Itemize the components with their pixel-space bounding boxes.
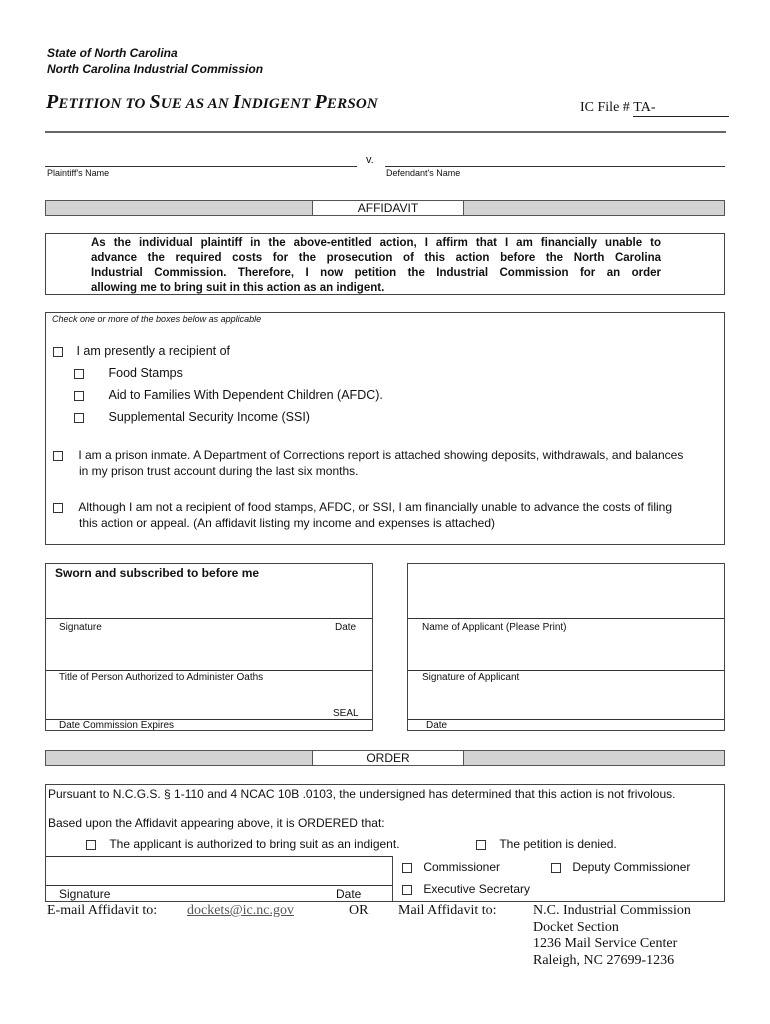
address-line: Docket Section xyxy=(533,919,619,935)
ic-file-label: IC File # xyxy=(580,100,630,115)
mail-address xyxy=(533,903,691,969)
recipient-option xyxy=(53,344,230,358)
defendant-name-input[interactable] xyxy=(385,166,725,167)
commissioner-checkbox[interactable] xyxy=(402,863,412,873)
order-signature-input[interactable] xyxy=(46,885,392,886)
denied-checkbox[interactable] xyxy=(476,840,486,850)
inmate-checkbox[interactable] xyxy=(53,451,63,461)
sworn-heading: Sworn and subscribed to before me xyxy=(55,566,260,580)
versus-text: v. xyxy=(366,154,374,166)
statement-line: As the individual plaintiff in the above-entitled action, I affirm that I am financially unable to xyxy=(91,237,661,249)
notary-signature-label: Signature xyxy=(59,622,102,633)
unable-label-line1: Although I am not a recipient of food stamps, AFDC, or SSI, I am financially unable to advance the costs of filing xyxy=(78,500,672,514)
ssi-checkbox[interactable] xyxy=(74,413,84,423)
affidavit-heading: AFFIDAVIT xyxy=(312,201,464,215)
inmate-option xyxy=(53,447,683,479)
exec-sec-label: Executive Secretary xyxy=(423,882,531,896)
recipient-checkbox[interactable] xyxy=(53,347,63,357)
notary-signature-input[interactable] xyxy=(46,618,372,619)
statement-line: Industrial Commission. Therefore, I now petition the Industrial Commission for an order xyxy=(91,267,661,279)
affidavit-statement-box xyxy=(45,233,725,295)
afdc-checkbox[interactable] xyxy=(74,391,84,401)
exec-sec-checkbox[interactable] xyxy=(402,885,412,895)
inmate-label-line2: in my prison trust account during the last six months. xyxy=(79,464,359,478)
ssi-label: Supplemental Security Income (SSI) xyxy=(108,410,310,424)
statement-line: advance the required costs for the prosecution of this action before the North Carolina xyxy=(91,252,661,264)
unable-label-line2: this action or appeal. (An affidavit listing my income and expenses is attached) xyxy=(79,516,496,530)
defendant-label: Defendant's Name xyxy=(386,168,461,178)
state-name: State of North Carolina xyxy=(47,46,178,60)
mail-label: Mail Affidavit to: xyxy=(398,903,497,918)
authorized-checkbox[interactable] xyxy=(86,840,96,850)
order-based-upon-text: Based upon the Affidavit appearing above, it is ORDERED that: xyxy=(48,816,385,830)
authorized-option xyxy=(86,837,400,851)
commissioner-label: Commissioner xyxy=(423,860,501,874)
denied-label: The petition is denied. xyxy=(499,837,617,851)
address-line: 1236 Mail Service Center xyxy=(533,936,678,951)
ic-file-input[interactable]: TA- xyxy=(633,100,729,117)
or-text: OR xyxy=(349,903,369,918)
recipient-label: I am presently a recipient of xyxy=(76,344,231,358)
statement-line: allowing me to bring suit in this action as an indigent. xyxy=(91,282,385,294)
page-title: PETITION TO SUE AS AN INDIGENT PERSON xyxy=(46,91,378,113)
notary-title-input[interactable] xyxy=(46,670,372,671)
plaintiff-name-input[interactable] xyxy=(45,166,357,167)
check-instruction: Check one or more of the boxes below as applicable xyxy=(52,314,262,324)
order-divider xyxy=(392,856,393,902)
food-stamps-option xyxy=(74,366,183,380)
order-signature-label: Signature xyxy=(59,887,111,901)
applicant-date-input[interactable] xyxy=(408,719,724,720)
applicant-name-input[interactable] xyxy=(408,618,724,619)
notary-date-label: Date xyxy=(335,622,357,633)
address-line: N.C. Industrial Commission xyxy=(533,903,691,918)
address-line: Raleigh, NC 27699-1236 xyxy=(533,952,675,968)
order-date-label: Date xyxy=(336,887,362,901)
order-box xyxy=(45,784,725,902)
food-stamps-label: Food Stamps xyxy=(108,366,183,380)
commissioner-option xyxy=(402,860,500,874)
unable-checkbox[interactable] xyxy=(53,503,63,513)
food-stamps-checkbox[interactable] xyxy=(74,369,84,379)
title-rule xyxy=(45,131,726,133)
order-signature-rule xyxy=(46,856,392,857)
afdc-option xyxy=(74,388,383,402)
email-label: E-mail Affidavit to: xyxy=(47,903,158,918)
sworn-box xyxy=(45,563,373,731)
commission-expires-label: Date Commission Expires xyxy=(59,720,175,731)
deputy-option xyxy=(551,860,690,874)
eligibility-box xyxy=(45,312,725,545)
seal-label: SEAL xyxy=(333,708,359,719)
afdc-label: Aid to Families With Dependent Children (AFDC). xyxy=(108,388,383,402)
applicant-box xyxy=(407,563,725,731)
order-heading: ORDER xyxy=(312,751,464,765)
order-pursuant-text: Pursuant to N.C.G.S. § 1-110 and 4 NCAC 10B .0103, the undersigned has determined that this action is not frivolous. xyxy=(48,787,676,801)
applicant-date-label: Date xyxy=(426,720,448,731)
commission-name: North Carolina Industrial Commission xyxy=(47,62,264,76)
inmate-label-line1: I am a prison inmate. A Department of Corrections report is attached showing deposits, withdrawals, and balances xyxy=(78,448,684,462)
authorized-label: The applicant is authorized to bring suit as an indigent. xyxy=(109,837,400,851)
unable-option xyxy=(53,499,672,531)
deputy-label: Deputy Commissioner xyxy=(572,860,691,874)
applicant-name-label: Name of Applicant (Please Print) xyxy=(422,622,567,633)
ssi-option xyxy=(74,410,310,424)
applicant-signature-label: Signature of Applicant xyxy=(422,672,520,683)
denied-option xyxy=(476,837,617,851)
exec-sec-option xyxy=(402,882,530,896)
applicant-signature-input[interactable] xyxy=(408,670,724,671)
deputy-checkbox[interactable] xyxy=(551,863,561,873)
email-link[interactable]: dockets@ic.nc.gov xyxy=(187,903,294,918)
plaintiff-label: Plaintiff's Name xyxy=(47,168,110,178)
ic-file-field xyxy=(580,100,729,117)
notary-title-label: Title of Person Authorized to Administer Oaths xyxy=(59,672,264,683)
